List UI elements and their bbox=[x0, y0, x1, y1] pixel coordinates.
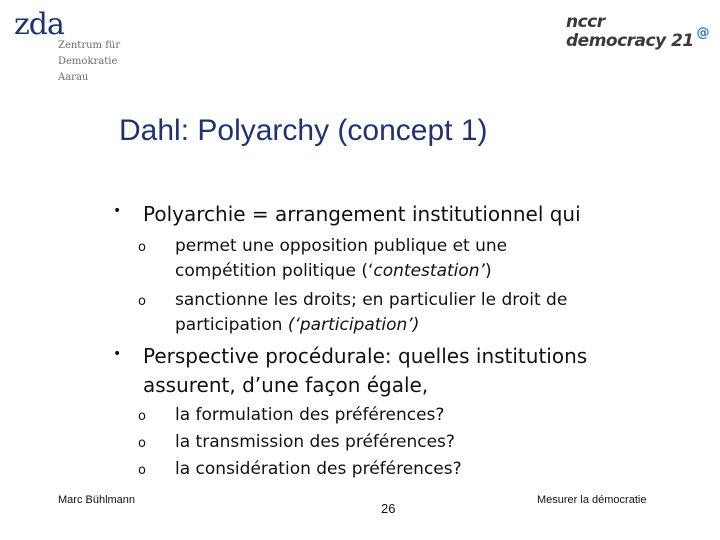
bullet-text bbox=[143, 342, 587, 400]
sub-bullet-line: sanctionne les droits; en particulier le droit de bbox=[175, 290, 568, 310]
zda-logo-text bbox=[58, 38, 120, 86]
footer-page-number: 26 bbox=[381, 501, 396, 516]
sub-bullet-line: la transmission des préférences? bbox=[175, 432, 455, 452]
zda-logo-line: Aarau bbox=[58, 72, 89, 83]
sub-bullet-marker: o bbox=[138, 436, 146, 451]
zda-logo-line: Zentrum für bbox=[58, 40, 121, 51]
zda-logo bbox=[0, 8, 160, 88]
sub-bullet-line: permet une opposition publique et une bbox=[175, 236, 508, 256]
sub-bullet-line: la considération des préférences? bbox=[175, 459, 462, 479]
footer-topic: Mesurer la démocratie bbox=[537, 494, 647, 506]
sub-bullet-marker: o bbox=[138, 240, 146, 255]
nccr-logo-line2: democracy 21 bbox=[566, 31, 694, 51]
at-symbol-icon bbox=[696, 25, 710, 39]
footer-author: Marc Bühlmann bbox=[58, 494, 136, 506]
sub-bullet-segment: participation bbox=[175, 315, 288, 335]
nccr-logo bbox=[566, 14, 716, 58]
sub-bullet-line bbox=[175, 313, 567, 338]
nccr-logo-line1: nccr bbox=[566, 12, 605, 32]
sub-bullet-italic: (‘participation’) bbox=[287, 315, 420, 335]
at-symbol-glyph: @ bbox=[696, 25, 710, 41]
sub-bullet-marker: o bbox=[138, 294, 146, 309]
sub-bullet-text bbox=[175, 234, 507, 284]
bullet-line: Perspective procédurale: quelles institutions bbox=[143, 344, 588, 368]
bullet-marker: • bbox=[113, 346, 122, 362]
slide-title: Dahl: Polyarchy (concept 1) bbox=[119, 114, 488, 147]
sub-bullet-segment: ) bbox=[484, 261, 492, 281]
sub-bullet-line bbox=[175, 259, 507, 284]
sub-bullet-marker: o bbox=[138, 463, 146, 478]
bullet-marker: • bbox=[113, 203, 122, 219]
bullet-line: Polyarchie = arrangement institutionnel qui bbox=[143, 202, 581, 226]
bullet-line: assurent, d’une façon égale, bbox=[143, 373, 429, 397]
sub-bullet-text bbox=[175, 288, 567, 338]
sub-bullet-marker: o bbox=[138, 409, 146, 424]
zda-logo-mark: zda bbox=[14, 7, 64, 42]
sub-bullet-line: la formulation des préférences? bbox=[175, 405, 445, 425]
zda-logo-line: Demokratie bbox=[58, 56, 118, 67]
sub-bullet-segment: compétition politique (‘ bbox=[175, 261, 374, 281]
sub-bullet-italic: contestation’ bbox=[373, 261, 485, 281]
bullet-text bbox=[143, 200, 581, 229]
